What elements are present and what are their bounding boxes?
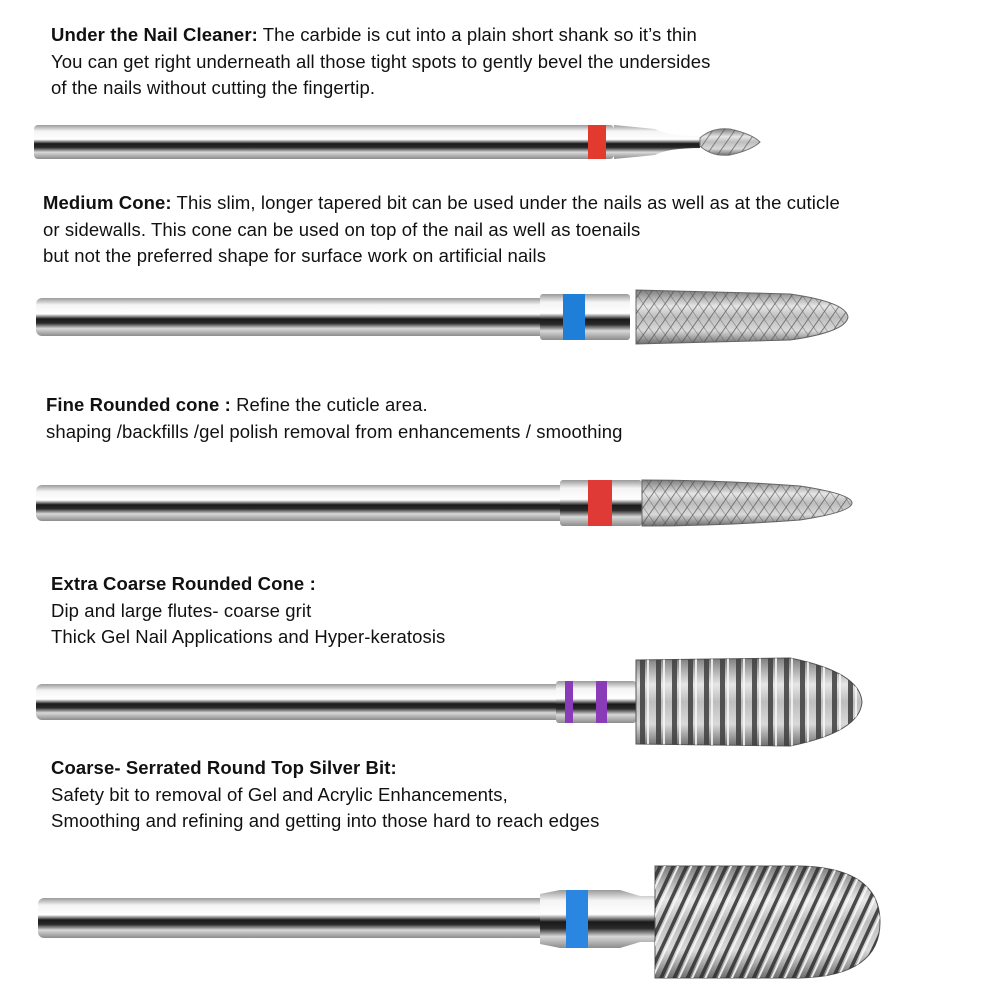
- bit-5-color-band: [566, 890, 588, 948]
- bit-1-line-3: of the nails without cutting the fingertip.: [51, 77, 376, 98]
- bit-1-title: Under the Nail Cleaner:: [51, 24, 258, 45]
- bit-4-line-1: Dip and large flutes- coarse grit: [51, 599, 312, 621]
- bit-5-title: Coarse- Serrated Round Top Silver Bit:: [51, 757, 397, 778]
- bit-5-description: [51, 755, 600, 835]
- bit-1-line-1: The carbide is cut into a plain short shank so it’s thin: [262, 24, 697, 45]
- bit-1-shank: [34, 125, 614, 159]
- bit-1-image: [0, 112, 1000, 172]
- bit-3-color-band: [588, 480, 612, 526]
- bit-2-image: [0, 280, 1000, 355]
- bit-2-color-band: [563, 294, 585, 340]
- bit-2-line-2: or sidewalls. This cone can be used on top of the nail as well as toenails: [43, 218, 641, 240]
- bit-4-shank: [36, 684, 596, 720]
- bit-4-image: [0, 648, 1000, 748]
- bit-4-title: Extra Coarse Rounded Cone :: [51, 573, 316, 594]
- bit-2-title: Medium Cone:: [43, 192, 172, 213]
- bit-3-description: [46, 392, 622, 445]
- bit-2-description: [43, 190, 840, 270]
- bit-3-line-1: Refine the cuticle area.: [236, 394, 428, 415]
- bit-5-line-2: Smoothing and refining and getting into those hard to reach edges: [51, 810, 600, 831]
- bit-3-line-2: shaping /backfills /gel polish removal from enhancements / smoothing: [46, 420, 623, 442]
- bit-3-shank: [36, 485, 576, 521]
- bit-2-line-3: but not the preferred shape for surface work on artificial nails: [43, 245, 547, 266]
- bit-1-description: [51, 22, 710, 102]
- bit-4-color-band-2: [596, 681, 607, 723]
- bit-1-color-band: [588, 125, 606, 159]
- bit-2-line-1: This slim, longer tapered bit can be used under the nails as well as at the cuticle: [176, 192, 840, 213]
- bit-5-image: [0, 858, 1000, 998]
- bit-1-line-2: You can get right underneath all those tight spots to gently bevel the undersides: [51, 50, 711, 72]
- bit-1-neck: [614, 125, 700, 159]
- bit-3-image: [0, 468, 1000, 538]
- bit-5-shank: [38, 898, 558, 938]
- bit-4-line-2: Thick Gel Nail Applications and Hyper-keratosis: [51, 626, 446, 647]
- bit-2-shank: [36, 298, 556, 336]
- bit-3-title: Fine Rounded cone :: [46, 394, 231, 415]
- bit-5-line-1: Safety bit to removal of Gel and Acrylic Enhancements,: [51, 783, 508, 805]
- bit-4-color-band-1: [565, 681, 573, 723]
- bit-4-description: [51, 571, 445, 651]
